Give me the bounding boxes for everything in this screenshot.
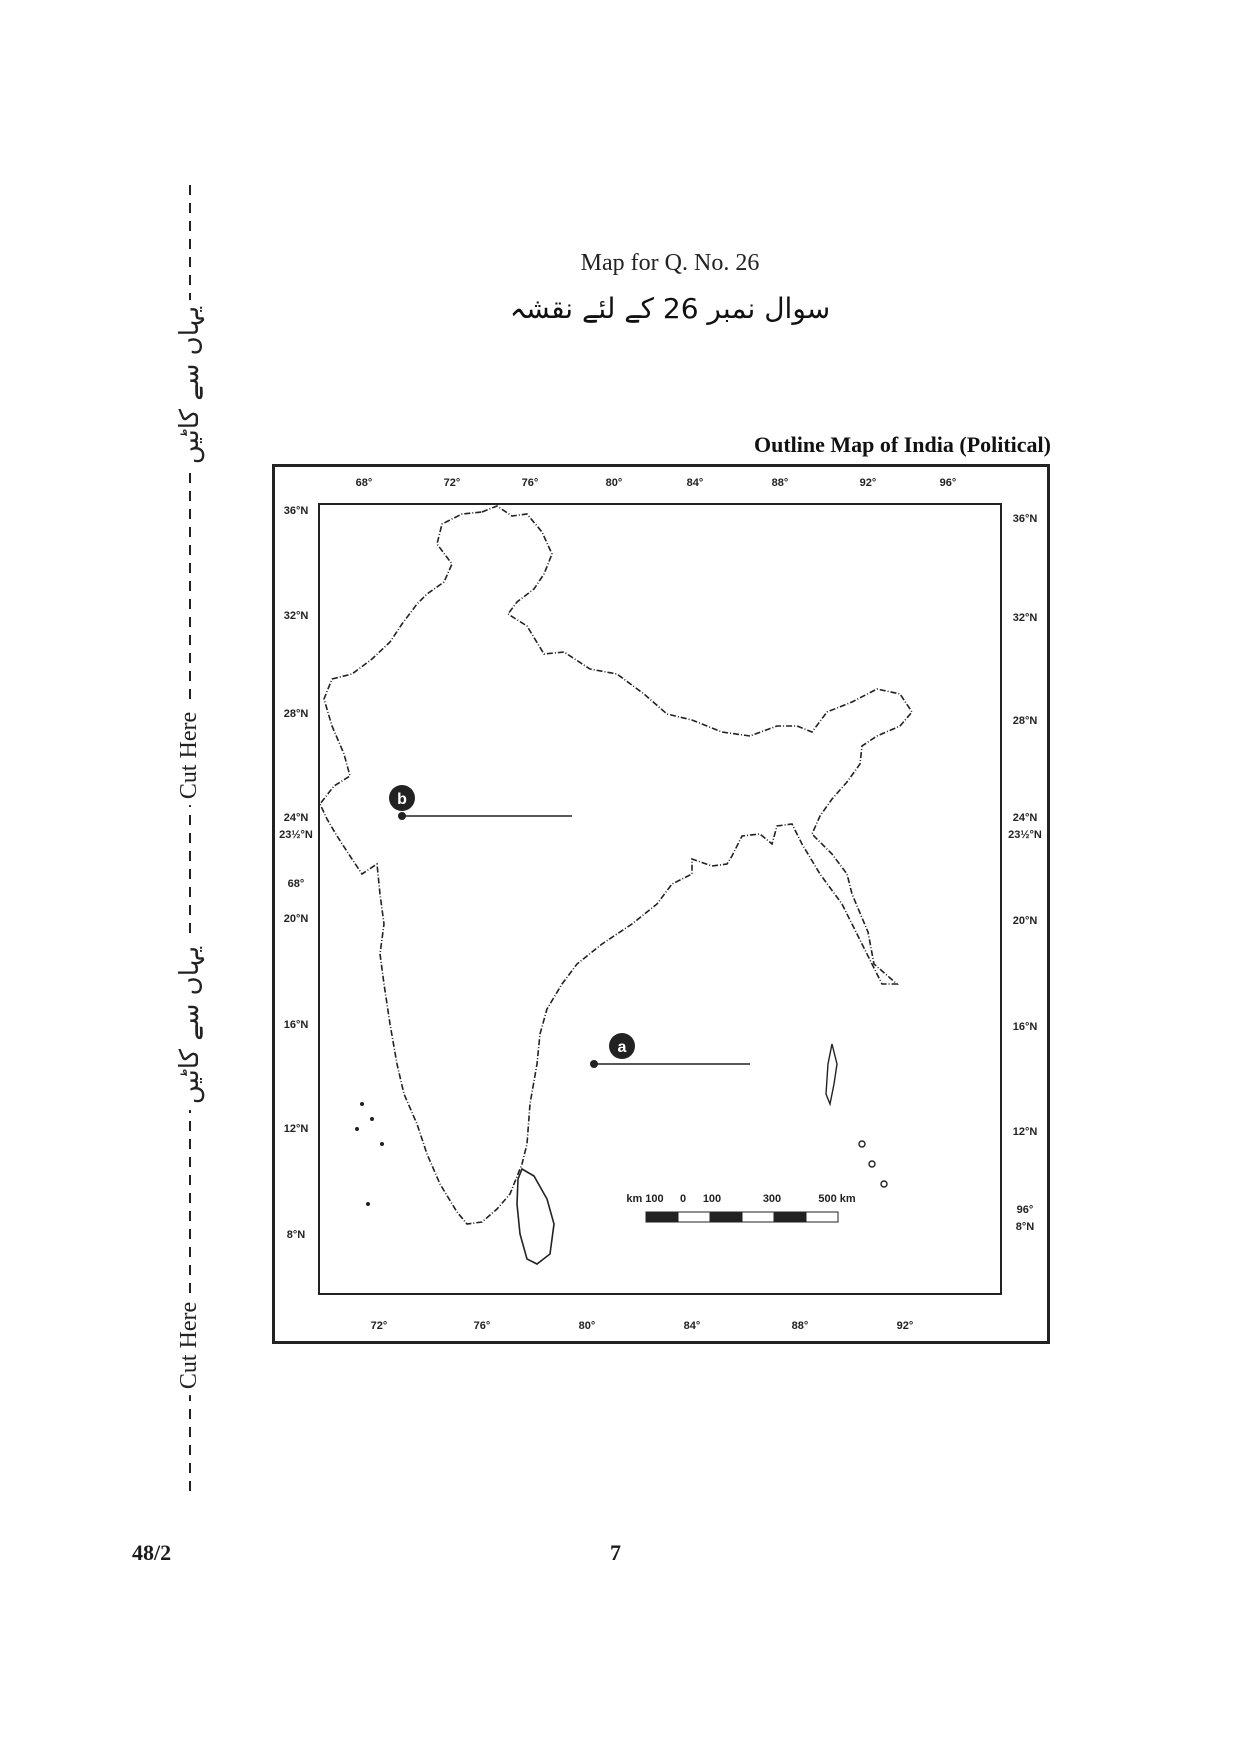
right-tick: 12°N [1012, 1126, 1038, 1138]
bottom-tick: 84° [683, 1320, 701, 1332]
right-tick: 28°N [1012, 715, 1038, 727]
top-tick: 80° [605, 477, 623, 489]
scale-label: 500 km [818, 1193, 856, 1205]
page-number: 7 [610, 1540, 621, 1565]
right-tick: 96° [1016, 1204, 1034, 1216]
top-tick: 92° [859, 477, 877, 489]
cut-label-urdu-lower: یہاں سے کاٹیں [160, 975, 220, 1075]
left-tick: 36°N [283, 505, 309, 517]
top-tick: 96° [939, 477, 957, 489]
bottom-tick: 76° [473, 1320, 491, 1332]
scale-label: 300 [762, 1193, 782, 1205]
map-inner-frame [319, 504, 1001, 1294]
scale-label: km 100 [626, 1193, 664, 1205]
india-outline-map [272, 464, 1050, 1344]
cut-label-urdu-top: یہاں سے کاٹیں [160, 335, 220, 435]
scale-label: 100 [702, 1193, 722, 1205]
marker-b-label: b [397, 791, 407, 808]
map-title: Map for Q. No. 26 [580, 250, 760, 276]
top-tick: 84° [686, 477, 704, 489]
top-tick: 76° [521, 477, 539, 489]
top-tick: 88° [771, 477, 789, 489]
left-tick: 16°N [283, 1019, 309, 1031]
map-title-urdu: سوال نمبر 26 کے لئے نقشہ [509, 292, 831, 325]
left-tick: 24°N [283, 812, 309, 824]
left-tick: 23½°N [279, 829, 313, 841]
left-tick: 68° [287, 878, 305, 890]
right-tick: 36°N [1012, 513, 1038, 525]
left-tick: 20°N [283, 913, 309, 925]
cut-strip [160, 185, 220, 1495]
paper-code: 48/2 [132, 1540, 172, 1565]
map-caption: Outline Map of India (Political) [754, 432, 1051, 457]
left-tick: 28°N [283, 708, 309, 720]
top-tick: 68° [355, 477, 373, 489]
right-tick: 16°N [1012, 1021, 1038, 1033]
bottom-tick: 72° [370, 1320, 388, 1332]
cut-label-upper: Cut Here [160, 705, 220, 805]
right-tick: 8°N [1015, 1221, 1035, 1233]
cut-label-bottom: Cut Here [160, 1295, 220, 1395]
right-tick: 20°N [1012, 915, 1038, 927]
left-tick: 32°N [283, 610, 309, 622]
right-tick: 24°N [1012, 812, 1038, 824]
right-tick: 23½°N [1008, 829, 1042, 841]
bottom-tick: 80° [578, 1320, 596, 1332]
marker-a-label: a [617, 1039, 627, 1056]
sri-lanka-outline [517, 1169, 554, 1264]
top-tick: 72° [443, 477, 461, 489]
india-outline [320, 506, 912, 1224]
right-tick: 32°N [1012, 612, 1038, 624]
lakshadweep-islands [355, 1102, 384, 1206]
bottom-tick: 92° [896, 1320, 914, 1332]
andaman-nicobar-islands [826, 1044, 887, 1187]
scale-label: 0 [679, 1193, 687, 1205]
scale-bar [626, 1193, 856, 1222]
left-tick: 12°N [283, 1123, 309, 1135]
bottom-tick: 88° [791, 1320, 809, 1332]
left-tick: 8°N [286, 1229, 306, 1241]
